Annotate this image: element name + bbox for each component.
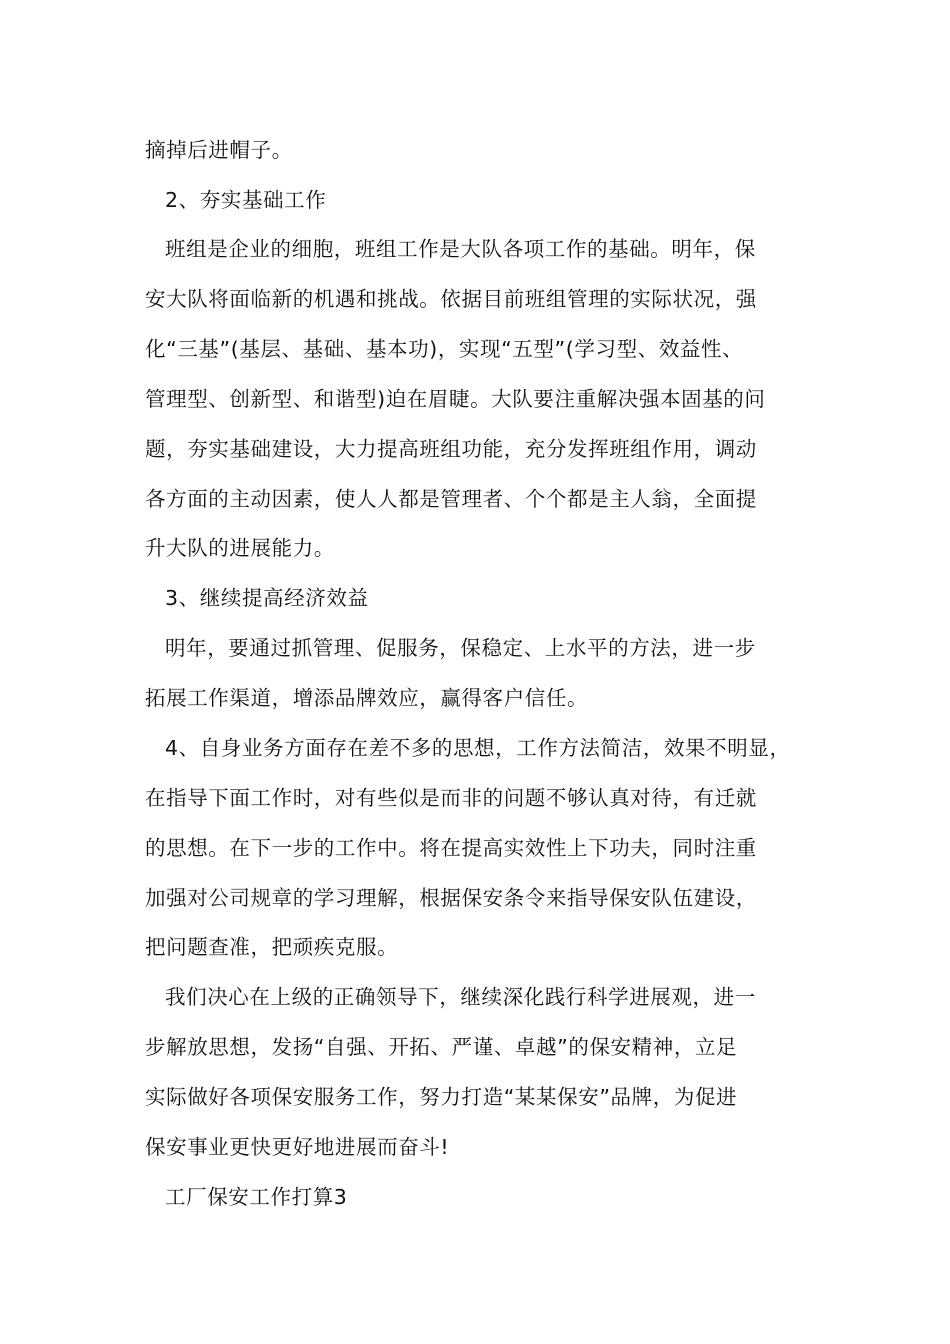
text-line: 保安事业更快更好地进展而奋斗! [145,1135,450,1159]
text-line: 安大队将面临新的机遇和挑战。依据目前班组管理的实际状况，强 [145,287,757,311]
text-line: 拓展工作渠道，增添品牌效应，赢得客户信任。 [145,686,589,710]
text-line: 明年，要通过抓管理、促服务，保稳定、上水平的方法，进一步 [165,636,756,660]
text-line: 实际做好各项保安服务工作，努力打造“某某保安”品牌，为促进 [145,1085,738,1109]
text-line: 班组是企业的细胞，班组工作是大队各项工作的基础。明年，保 [165,237,756,261]
text-line: 升大队的进展能力。 [145,536,335,560]
section-heading: 3、继续提高经济效益 [165,586,369,610]
text-line: 加强对公司规章的学习理解，根据保安条令来指导保安队伍建设， [145,886,757,910]
text-line: 我们决心在上级的正确领导下，继续深化践行科学进展观，进一 [165,985,756,1009]
text-line: 在指导下面工作时，对有些似是而非的问题不够认真对待，有迁就 [145,786,757,810]
text-line: 管理型、创新型、和谐型)迫在眉睫。大队要注重解决强本固基的问 [145,387,766,411]
text-line: 化“三基”(基层、基础、基本功)，实现“五型”(学习型、效益性、 [145,337,744,361]
text-line: 把问题查准，把顽疾克服。 [145,935,399,959]
text-line: 题，夯实基础建设，大力提高班组功能，充分发挥班组作用，调动 [145,437,757,461]
text-line: 4、自身业务方面存在差不多的思想，工作方法简洁，效果不明显， [165,736,791,760]
text-line: 摘掉后进帽子。 [145,138,293,162]
text-line: 步解放思想，发扬“自强、开拓、严谨、卓越”的保安精神，立足 [145,1035,738,1059]
text-line: 的思想。在下一步的工作中。将在提高实效性上下功夫，同时注重 [145,836,757,860]
section-heading: 2、夯实基础工作 [165,188,327,212]
text-line: 各方面的主动因素，使人人都是管理者、个个都是主人翁，全面提 [145,487,757,511]
section-heading: 工厂保安工作打算3 [165,1185,348,1209]
